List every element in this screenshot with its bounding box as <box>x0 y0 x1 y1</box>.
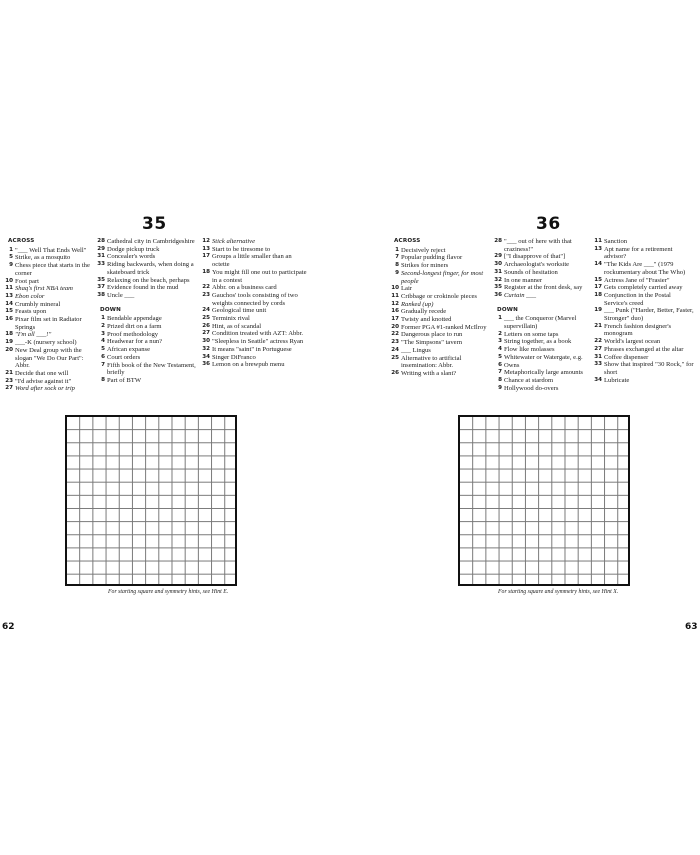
clue-text: Bendable appendage <box>107 315 162 323</box>
clue-item <box>2 247 98 255</box>
clue-item <box>388 301 496 309</box>
clue-text: Second-longest finger, for most people <box>401 269 484 285</box>
down-clues-column-3 <box>591 238 695 384</box>
clue-number: 7 <box>395 254 399 261</box>
clue-text: It means "saint" in Portuguese <box>212 345 292 353</box>
clue-item <box>199 307 309 315</box>
right-page <box>350 0 700 855</box>
clue-number: 2 <box>498 330 502 337</box>
clue-item <box>199 284 309 292</box>
clue-text: Popular pudding flavor <box>401 254 463 262</box>
clue-number: 17 <box>202 253 210 260</box>
clue-number: 31 <box>494 268 502 275</box>
clue-number: 27 <box>202 330 210 337</box>
clue-text: You might fill one out to participate in a contest <box>212 268 307 284</box>
clue-text: ___ the Conqueror (Marvel supervillain) <box>504 315 577 331</box>
clue-text: Word after sock or trip <box>15 385 75 393</box>
clue-number: 24 <box>202 307 210 314</box>
clue-number: 23 <box>5 377 13 384</box>
clue-text: Dangerous place to run <box>401 331 463 339</box>
clue-text: Phrases exchanged at the altar <box>604 345 684 353</box>
clue-text: Former PGA #1-ranked McIlroy <box>401 323 487 331</box>
clue-number: 6 <box>101 353 105 360</box>
clue-number: 12 <box>391 300 399 307</box>
clue-number: 11 <box>391 292 399 299</box>
clue-number: 1 <box>101 315 105 322</box>
clue-item <box>388 316 496 324</box>
clue-number: 6 <box>498 361 502 368</box>
clue-item <box>94 253 202 261</box>
clue-item <box>491 338 597 346</box>
clue-text: "The Simpsons" tavern <box>401 339 463 347</box>
clue-item <box>94 246 202 254</box>
clue-number: 15 <box>5 308 13 315</box>
clue-item <box>199 338 309 346</box>
clue-number: 27 <box>5 385 13 392</box>
puzzle-number: 36 <box>536 214 561 234</box>
clue-number: 7 <box>498 369 502 376</box>
clue-text: "___ Well That Ends Well" <box>15 246 87 254</box>
across-clues-column-1 <box>2 238 98 393</box>
clue-number: 16 <box>391 308 399 315</box>
clue-text: Foot part <box>15 277 39 285</box>
clue-item <box>94 315 202 323</box>
clue-text: "The Kids Are ___" (1979 rockumentary about The Who) <box>604 261 686 276</box>
clue-number: 27 <box>594 345 602 352</box>
clue-item <box>388 355 496 370</box>
clue-item <box>388 270 496 285</box>
clue-item <box>491 362 597 370</box>
clue-text: Whitewater or Watergate, e.g. <box>504 353 583 361</box>
clue-item <box>94 323 202 331</box>
clue-item <box>199 330 309 338</box>
clue-item <box>491 385 597 393</box>
clue-number: 9 <box>498 384 502 391</box>
clue-item <box>199 354 309 362</box>
clue-item <box>491 292 597 300</box>
clue-number: 11 <box>594 238 602 244</box>
clue-number: 14 <box>594 261 602 268</box>
clue-text: Register at the front desk, say <box>504 284 583 292</box>
clue-number: 19 <box>594 307 602 314</box>
page-number: 63 <box>685 622 698 632</box>
across-header: ACROSS <box>394 238 421 244</box>
clue-number: 10 <box>391 285 399 292</box>
clue-item <box>491 377 597 385</box>
clue-item <box>591 361 695 376</box>
clue-item <box>591 307 695 322</box>
across-header: ACROSS <box>8 238 35 244</box>
clue-item <box>94 277 202 285</box>
clue-item <box>491 277 597 285</box>
clue-number: 10 <box>5 277 13 284</box>
clue-text: ___ Punk ("Harder, Better, Faster, Stronger" duo) <box>604 307 694 323</box>
down-header: DOWN <box>100 306 122 313</box>
clue-text: Strike, as a mosquito <box>15 254 71 262</box>
clue-item <box>491 238 597 253</box>
clue-number: 15 <box>594 276 602 283</box>
clue-item <box>2 293 98 301</box>
clue-item <box>388 285 496 293</box>
clue-text: Prized dirt on a farm <box>107 323 162 331</box>
clue-text: Relaxing on the beach, perhaps <box>107 276 190 284</box>
clue-item <box>491 315 597 330</box>
clue-number: 25 <box>391 354 399 361</box>
clue-number: 13 <box>5 292 13 299</box>
down-header: DOWN <box>497 306 519 313</box>
clues-column-2 <box>94 238 202 385</box>
clue-item <box>2 308 98 316</box>
clue-number: 34 <box>594 376 602 383</box>
clue-item <box>388 370 496 378</box>
clue-text: "Sleepless in Seattle" actress Ryan <box>212 338 304 346</box>
clue-number: 5 <box>498 353 502 360</box>
clue-text: In one manner <box>504 276 543 284</box>
clue-item <box>199 292 309 307</box>
clue-text: Concealer's words <box>107 253 156 261</box>
clue-item <box>491 261 597 269</box>
clue-item <box>491 331 597 339</box>
clue-item <box>2 339 98 347</box>
clue-item <box>591 261 695 276</box>
clue-number: 4 <box>101 338 105 345</box>
clue-item <box>2 370 98 378</box>
clue-number: 23 <box>202 291 210 298</box>
clue-number: 20 <box>5 346 13 353</box>
clue-number: 31 <box>594 353 602 360</box>
clue-text: Hollywood do-overs <box>504 384 559 392</box>
crossword-grid[interactable] <box>458 415 630 586</box>
clue-number: 26 <box>202 322 210 329</box>
clue-text: Hint, as of scandal <box>212 322 262 330</box>
clue-text: Cribbage or crokinole pieces <box>401 292 477 300</box>
clue-item <box>94 362 202 377</box>
clue-number: 8 <box>395 262 399 269</box>
across-clues-column-1 <box>388 238 496 378</box>
clue-text: String together, as a book <box>504 338 572 346</box>
clue-number: 1 <box>395 246 399 253</box>
clue-item <box>591 284 695 292</box>
clue-item <box>491 346 597 354</box>
clue-text: Coffee dispenser <box>604 353 649 361</box>
clue-item <box>2 316 98 331</box>
clue-number: 9 <box>395 269 399 276</box>
clue-text: Feasts upon <box>15 308 47 316</box>
clue-text: Gradually recede <box>401 308 447 316</box>
clue-item <box>94 338 202 346</box>
clue-text: Lair <box>401 285 412 293</box>
clue-number: 11 <box>5 285 13 292</box>
clue-text: "I'm all ___!" <box>15 331 52 339</box>
clue-number: 19 <box>5 339 13 346</box>
clue-text: Archaeologist's worksite <box>504 261 570 269</box>
clue-item <box>388 347 496 355</box>
clue-number: 35 <box>494 284 502 291</box>
clue-text: ["I disapprove of that"] <box>504 253 566 261</box>
clue-item <box>199 246 309 254</box>
clue-text: African expanse <box>107 346 151 354</box>
clue-text: French fashion designer's monogram <box>604 322 672 338</box>
clue-text: Owns <box>504 361 520 369</box>
clue-item <box>591 292 695 307</box>
clue-item <box>388 293 496 301</box>
clue-number: 28 <box>494 238 502 244</box>
clue-text: Twisty and knotted <box>401 316 452 324</box>
clue-text: Chess piece that starts in the corner <box>15 262 90 277</box>
clue-item <box>591 354 695 362</box>
clue-item <box>2 347 98 370</box>
clue-number: 30 <box>494 261 502 268</box>
clue-text: Strikes for miners <box>401 262 449 270</box>
clue-text: Actress Jane of "Frasier" <box>604 276 670 284</box>
clue-number: 23 <box>391 339 399 346</box>
clue-item <box>388 262 496 270</box>
clue-text: Decisively reject <box>401 246 446 254</box>
clue-number: 33 <box>97 261 105 268</box>
clue-item <box>388 247 496 255</box>
clue-item <box>591 277 695 285</box>
clue-text: Terminix rival <box>212 315 250 323</box>
clue-text: Proof methodology <box>107 330 159 338</box>
clue-item <box>199 346 309 354</box>
clues-column-2 <box>491 238 597 392</box>
clue-item <box>94 377 202 385</box>
clue-text: Lubricate <box>604 376 630 384</box>
clue-text: Chance at stardom <box>504 376 554 384</box>
clue-text: Court orders <box>107 353 141 361</box>
clue-item <box>2 378 98 386</box>
clue-text: Gauchos' tools consisting of two weights connected by cords <box>212 291 298 307</box>
clue-number: 37 <box>97 284 105 291</box>
clue-text: ___ Lingus <box>401 346 431 354</box>
clue-text: Apt name for a retirement advisor? <box>604 245 673 261</box>
clue-text: Abbr. on a business card <box>212 284 277 292</box>
clue-item <box>2 331 98 339</box>
clue-number: 22 <box>594 338 602 345</box>
clue-item <box>199 323 309 331</box>
clue-text: Metaphorically large amounts <box>504 369 583 377</box>
clue-item <box>2 301 98 309</box>
clue-text: Geological time unit <box>212 307 267 315</box>
clue-item <box>388 308 496 316</box>
clue-item <box>491 253 597 261</box>
clue-item <box>2 285 98 293</box>
clue-text: Flow like molasses <box>504 346 555 354</box>
clue-item <box>94 354 202 362</box>
clue-number: 32 <box>494 276 502 283</box>
clue-number: 14 <box>5 300 13 307</box>
clue-item <box>94 292 202 300</box>
clue-text: Shaq's first NBA team <box>15 285 73 293</box>
clue-item <box>2 385 98 393</box>
clue-item <box>591 246 695 261</box>
clue-text: World's largest ocean <box>604 338 661 346</box>
clue-item <box>199 315 309 323</box>
clue-number: 29 <box>97 245 105 252</box>
clue-number: 34 <box>202 353 210 360</box>
clue-text: Pixar film set in Radiator Springs <box>15 316 82 331</box>
clue-number: 5 <box>101 346 105 353</box>
clue-text: Ranked (up) <box>401 300 434 308</box>
clue-item <box>388 324 496 332</box>
clue-number: 3 <box>101 330 105 337</box>
clue-item <box>94 331 202 339</box>
clue-item <box>491 369 597 377</box>
clue-number: 22 <box>391 331 399 338</box>
clue-number: 13 <box>202 245 210 252</box>
clue-number: 5 <box>9 254 13 261</box>
clue-number: 9 <box>9 262 13 269</box>
clue-text: Gets completely carried away <box>604 284 683 292</box>
clue-number: 8 <box>101 376 105 383</box>
clue-item <box>491 284 597 292</box>
clue-number: 36 <box>202 361 210 368</box>
clue-item <box>388 331 496 339</box>
clue-number: 33 <box>594 361 602 368</box>
clue-item <box>2 262 98 277</box>
clue-number: 25 <box>202 315 210 322</box>
clue-number: 20 <box>391 323 399 330</box>
clue-item <box>388 339 496 347</box>
clue-item <box>591 238 695 246</box>
clue-number: 22 <box>202 284 210 291</box>
clue-number: 3 <box>498 338 502 345</box>
clue-item <box>94 284 202 292</box>
clue-text: Groups a little smaller than an octette <box>212 253 292 269</box>
crossword-grid[interactable] <box>65 415 237 586</box>
clue-item <box>94 238 202 246</box>
clue-number: 26 <box>391 369 399 376</box>
clue-number: 4 <box>498 346 502 353</box>
clue-text: Singer DiFranco <box>212 353 256 361</box>
clue-item <box>591 338 695 346</box>
clue-number: 35 <box>97 276 105 283</box>
clue-number: 17 <box>391 316 399 323</box>
clue-number: 18 <box>5 331 13 338</box>
clue-number: 18 <box>202 268 210 275</box>
clue-text: Show that inspired "30 Rock," for short <box>604 361 694 376</box>
clue-number: 12 <box>202 238 210 244</box>
clue-item <box>591 377 695 385</box>
clue-number: 28 <box>97 238 105 244</box>
clue-text: Sanction <box>604 238 628 245</box>
puzzle-number: 35 <box>142 214 167 234</box>
clue-text: ___-K (nursery school) <box>15 339 77 347</box>
clue-text: Lemon on a brewpub menu <box>212 361 285 369</box>
clue-item <box>94 261 202 276</box>
clue-text: Curtain ___ <box>504 291 537 299</box>
clue-text: New Deal group with the slogan "We Do Our Part": Abbr. <box>15 346 84 370</box>
clue-item <box>94 346 202 354</box>
clue-text: Cathedral city in Cambridgeshire <box>107 238 195 245</box>
clue-number: 1 <box>498 315 502 322</box>
clue-item <box>491 269 597 277</box>
clue-item <box>591 346 695 354</box>
clue-item <box>2 278 98 286</box>
clue-text: Alternative to artificial insemination: Abbr. <box>401 354 462 370</box>
clue-text: Conjunction in the Postal Service's creed <box>604 291 671 307</box>
clue-item <box>2 254 98 262</box>
clue-item <box>199 253 309 268</box>
page-number: 62 <box>2 622 15 632</box>
clue-number: 1 <box>9 246 13 253</box>
clue-text: Crumbly mineral <box>15 300 61 308</box>
clue-text: Riding backwards, when doing a skateboard trick <box>107 261 194 276</box>
clue-number: 7 <box>101 361 105 368</box>
clue-number: 29 <box>494 253 502 260</box>
clue-number: 21 <box>594 322 602 329</box>
clue-number: 21 <box>5 369 13 376</box>
clue-text: Fifth book of the New Testament, briefly <box>107 361 196 377</box>
clue-item <box>491 354 597 362</box>
clue-item <box>199 238 309 246</box>
clue-item <box>199 361 309 369</box>
clue-text: Writing with a slant? <box>401 369 457 377</box>
clue-text: Headwear for a nun? <box>107 338 163 346</box>
clue-number: 38 <box>97 291 105 298</box>
clue-text: Part of BTW <box>107 376 142 384</box>
clue-text: Ebon color <box>15 292 45 300</box>
hint-note: For starting square and symmetry hints, see Hint E. <box>108 589 229 595</box>
clue-text: Letters on some taps <box>504 330 559 338</box>
clue-number: 31 <box>97 253 105 260</box>
clue-text: Decide that one will <box>15 369 69 377</box>
clue-item <box>199 269 309 284</box>
clue-number: 8 <box>498 376 502 383</box>
clue-text: Start to be tiresome to <box>212 245 271 253</box>
clue-text: Stick alternative <box>212 238 256 245</box>
clue-number: 32 <box>202 345 210 352</box>
clue-text: Sounds of hesitation <box>504 268 558 276</box>
clue-number: 36 <box>494 291 502 298</box>
clue-number: 30 <box>202 338 210 345</box>
clue-number: 2 <box>101 323 105 330</box>
clue-text: Dodge pickup truck <box>107 245 160 253</box>
clue-number: 24 <box>391 346 399 353</box>
clue-text: "___ out of here with that craziness!" <box>504 238 572 253</box>
clue-text: Condition treated with AZT: Abbr. <box>212 330 304 338</box>
clue-text: Uncle ___ <box>107 291 135 299</box>
clue-number: 13 <box>594 245 602 252</box>
clue-number: 17 <box>594 284 602 291</box>
hint-note: For starting square and symmetry hints, see Hint X. <box>498 589 619 595</box>
clue-item <box>591 323 695 338</box>
clue-number: 18 <box>594 291 602 298</box>
clue-text: "I'd advise against it" <box>15 377 72 385</box>
clue-item <box>388 254 496 262</box>
down-clues-column-3 <box>199 238 309 369</box>
clue-number: 16 <box>5 316 13 323</box>
clue-text: Evidence found in the mud <box>107 284 179 292</box>
